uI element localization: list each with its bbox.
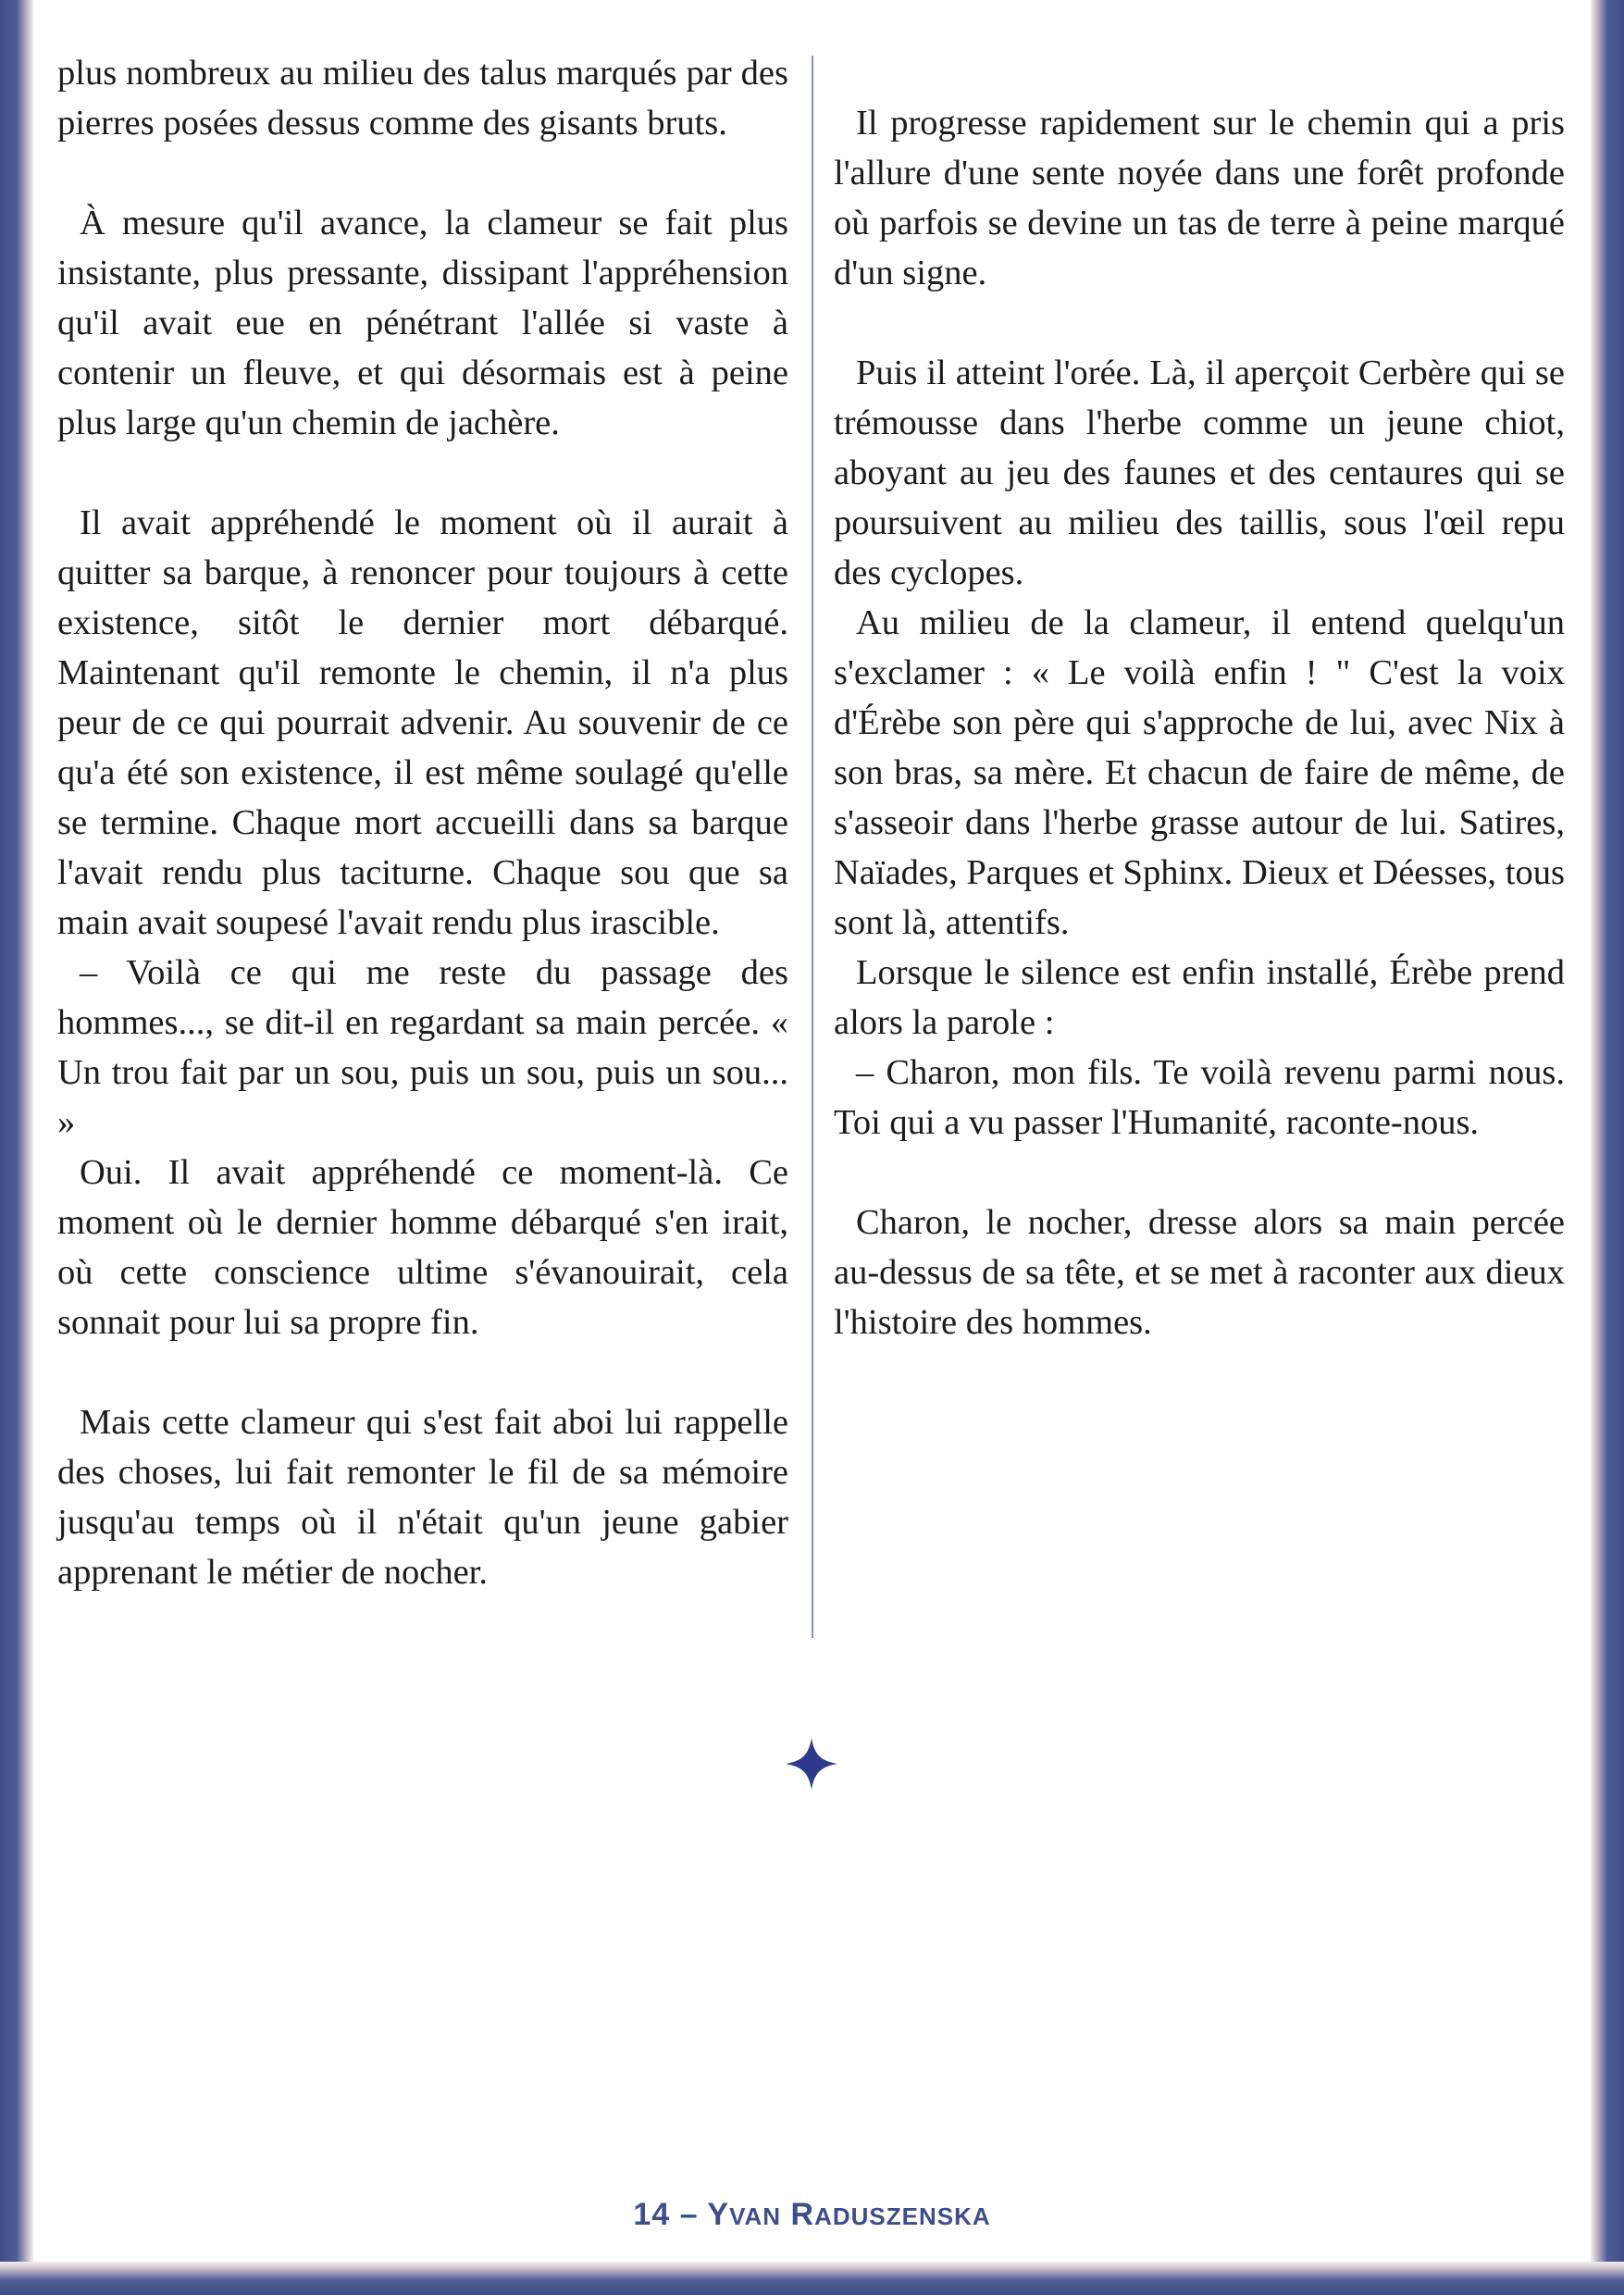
footer-separator: –: [679, 2197, 699, 2232]
right-text-column: [834, 98, 1565, 1347]
author-first-name: YVAN: [707, 2197, 782, 2232]
page-footer: [0, 2197, 1624, 2233]
paragraph: Charon, le nocher, dresse alors sa main percée au-dessus de sa tête, et se met à raconter aux dieux l'histoire des hommes.: [834, 1203, 1565, 1342]
page-number: 14: [633, 2197, 671, 2232]
paragraph: À mesure qu'il avance, la clameur se fait plus insistante, plus pressante, dissipant l'appréhension qu'il avait eue en pénétrant l'allée si vaste à contenir un fleuve, et qui désormais est à peine plus large qu'un chemin de jachère.: [57, 204, 788, 442]
paragraph: – Charon, mon fils. Te voilà revenu parmi nous. Toi qui a vu passer l'Humanité, raconte-nous.: [834, 1053, 1565, 1142]
page-border-right: [1591, 0, 1624, 2295]
author-last-name: RADUSZENSKA: [790, 2197, 991, 2232]
left-text-column: [57, 48, 788, 1597]
four-point-star-icon: [786, 1738, 837, 1790]
paragraph: Il avait appréhendé le moment où il aurait à quitter sa barque, à renoncer pour toujours à cette existence, sitôt le dernier mort débarqué. Maintenant qu'il remonte le chemin, il n'a plus peur de ce qui pourrait advenir. Au souvenir de ce qu'a été son existence, il est même soulagé qu'elle se termine. Chaque mort accueilli dans sa barque l'avait rendu plus taciturne. Chaque sou que sa main avait soupesé l'avait rendu plus irascible.: [57, 503, 788, 942]
page-border-left: [0, 0, 33, 2295]
paragraph: plus nombreux au milieu des talus marqués par des pierres posées dessus comme des gisants bruts.: [57, 54, 788, 143]
paragraph: Il progresse rapidement sur le chemin qui a pris l'allure d'une sente noyée dans une forêt profonde où parfois se devine un tas de terre à peine marqué d'un signe.: [834, 104, 1565, 292]
paragraph: Mais cette clameur qui s'est fait aboi lui rappelle des choses, lui fait remonter le fil de sa mémoire jusqu'au temps où il n'était qu'un jeune gabier apprenant le métier de nocher.: [57, 1403, 788, 1592]
paragraph: Puis il atteint l'orée. Là, il aperçoit Cerbère qui se trémousse dans l'herbe comme un jeune chiot, aboyant au jeu des faunes et des centaures qui se poursuivent au milieu des taillis, sous l'œil repu des cyclopes.: [834, 354, 1565, 592]
paragraph: Au milieu de la clameur, il entend quelqu'un s'exclamer : « Le voilà enfin ! " C'est la voix d'Érèbe son père qui s'approche de lui, avec Nix à son bras, sa mère. Et chacun de faire de même, de s'asseoir dans l'herbe grasse autour de lui. Satires, Naïades, Parques et Sphinx. Dieux et Déesses, tous sont là, attentifs.: [834, 603, 1565, 942]
paragraph: – Voilà ce qui me reste du passage des hommes..., se dit-il en regardant sa main percée. « Un trou fait par un sou, puis un sou, puis un sou... »: [57, 953, 788, 1142]
paragraph: Oui. Il avait appréhendé ce moment-là. Ce moment où le dernier homme débarqué s'en irait, où cette conscience ultime s'évanouirait, cela sonnait pour lui sa propre fin.: [57, 1153, 788, 1342]
page-border-bottom: [0, 2262, 1624, 2295]
paragraph: Lorsque le silence est enfin installé, Érèbe prend alors la parole :: [834, 953, 1565, 1042]
column-divider: [812, 56, 813, 1638]
